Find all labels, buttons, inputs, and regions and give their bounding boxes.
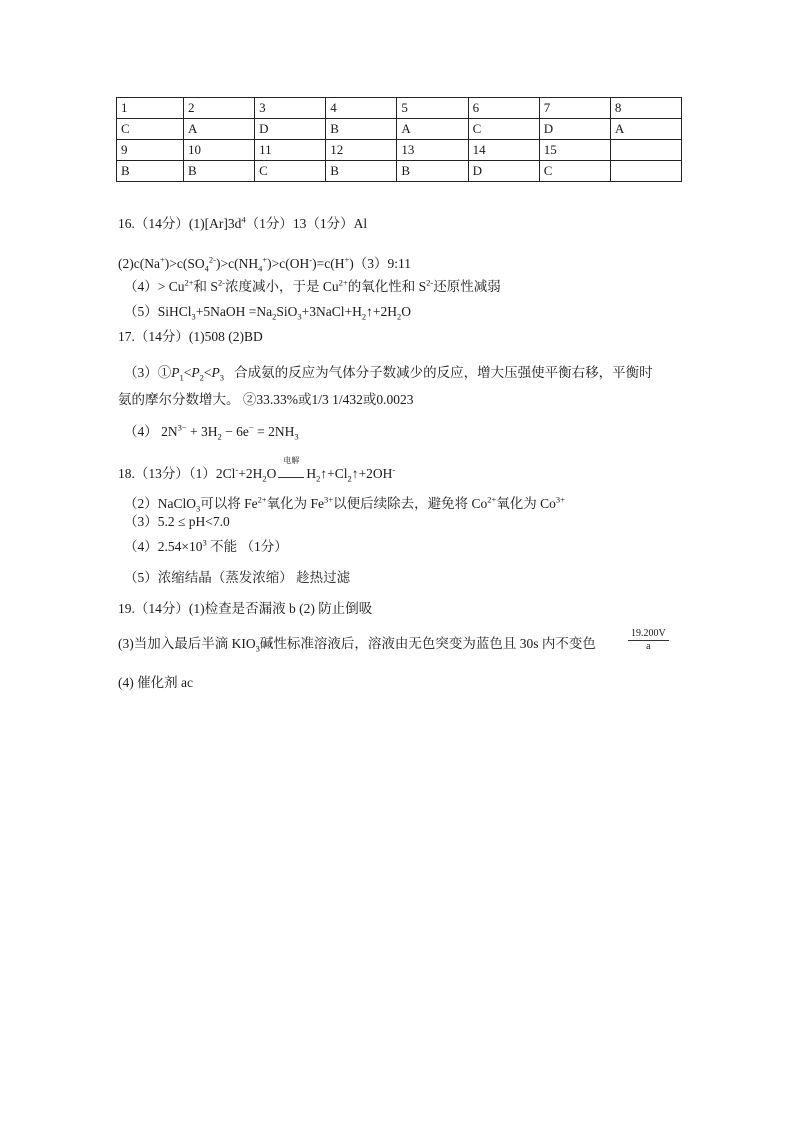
- table-cell: 14: [468, 140, 539, 161]
- q16-l4-b: +5NaOH =Na: [195, 304, 273, 319]
- q18-head-b: +2H: [238, 466, 263, 481]
- q18-sub2: 2: [316, 473, 321, 484]
- q17-line2: [124, 364, 653, 382]
- table-cell: B: [184, 161, 255, 182]
- table-cell: C: [468, 119, 539, 140]
- table-cell: A: [610, 119, 681, 140]
- q18-l2-sup2: 3+: [324, 494, 334, 505]
- q18-cond: 电解: [283, 456, 300, 465]
- q16-line2: [118, 255, 411, 273]
- q19-fraction: [628, 628, 669, 653]
- q17-l4-c: − 6e: [221, 424, 249, 439]
- q17-p2-sub: 2: [199, 372, 204, 383]
- q18-l4-sup: 3: [202, 537, 207, 548]
- table-cell: [610, 161, 681, 182]
- q19-frac-num: 19.200V: [628, 628, 669, 641]
- q18-head-d: H: [306, 466, 317, 481]
- q16-l4-f: O: [401, 304, 411, 319]
- q19-head: 19.（14分）(1)检查是否漏液 b (2) 防止倒吸: [118, 601, 373, 616]
- q17-p3-sub: 3: [219, 372, 224, 383]
- q17-l4-sup2: −: [248, 422, 254, 433]
- table-cell: 5: [397, 98, 468, 119]
- q18-l4-a: （4）2.54×10: [124, 539, 203, 554]
- q16-l4-sub1: 3: [191, 311, 196, 322]
- q16-l2-sup5: +: [344, 254, 350, 265]
- q18-l3: （3）5.2 ≤ pH<7.0: [124, 514, 230, 529]
- q16-l3-d: 的氧化性和 S: [347, 279, 427, 294]
- q18-line3: [124, 513, 230, 531]
- q16-line1: [118, 215, 367, 233]
- q18-l2-e: 氧化为 Co: [496, 496, 556, 511]
- q18-head-f: ↑+2OH: [351, 466, 393, 481]
- q19-frac-den: a: [646, 641, 651, 652]
- q17-l2-b: 合成氨的反应为气体分子数减少的反应，增大压强使平衡右移，平衡时: [234, 365, 653, 380]
- q16-head-rest: （1分）13（1分）Al: [245, 216, 368, 231]
- q16-line4: [124, 303, 411, 321]
- q18-sup2: -: [392, 464, 396, 475]
- q16-l4-sub5: 2: [396, 311, 402, 322]
- table-cell: 3: [255, 98, 326, 119]
- table-cell: 12: [326, 140, 397, 161]
- table-cell: B: [117, 161, 184, 182]
- q16-l2-sup2: 2-: [208, 254, 216, 265]
- q19-l3: (4) 催化剂 ac: [118, 675, 193, 690]
- table-cell: C: [255, 161, 326, 182]
- q18-sup1: -: [235, 464, 239, 475]
- q19-line1: [118, 600, 372, 618]
- table-cell: 7: [539, 98, 610, 119]
- q16-head: 16.（14分）(1)[Ar]3d: [118, 216, 242, 231]
- q17-l4-sub1: 2: [217, 431, 222, 442]
- q19-line3: [118, 674, 193, 692]
- table-cell: 15: [539, 140, 610, 161]
- q16-l2-sub1: 4: [204, 263, 209, 274]
- q16-l2-d: )>c(OH: [267, 256, 310, 271]
- q16-l2-sub2: 4: [258, 263, 263, 274]
- q18-sub3: 2: [347, 473, 352, 484]
- table-row: [117, 98, 682, 119]
- q18-l2-sub1: 3: [196, 503, 201, 514]
- q18-l2-sup1: 2+: [257, 494, 267, 505]
- table-cell: 13: [397, 140, 468, 161]
- q17-l4-b: + 3H: [186, 424, 218, 439]
- q17-p2: P: [191, 365, 200, 380]
- q19-l2-b: 碱性标准溶液后，溶液由无色突变为蓝色且 30s 内不变色: [259, 636, 596, 651]
- table-cell: 2: [184, 98, 255, 119]
- table-cell: 10: [184, 140, 255, 161]
- q16-l3-sup4: 2-: [426, 277, 434, 288]
- q17-lt1: <: [183, 365, 192, 380]
- q18-head-a: 18.（13分）（1）2Cl: [118, 466, 236, 481]
- table-cell: B: [326, 119, 397, 140]
- q19-l2-a: (3)当加入最后半滴 KIO: [118, 636, 256, 651]
- table-cell: A: [184, 119, 255, 140]
- q18-l2-b: 可以将 Fe: [200, 496, 258, 511]
- table-cell: 9: [117, 140, 184, 161]
- equals-line: [278, 471, 304, 478]
- table-cell: 1: [117, 98, 184, 119]
- q18-head-e: ↑+Cl: [320, 466, 348, 481]
- electrolysis-arrow: [276, 456, 306, 483]
- q18-head-c: O: [266, 466, 277, 481]
- q19-line2: [118, 635, 596, 653]
- q16-l2-e: )=c(H: [312, 256, 345, 271]
- table-cell: A: [397, 119, 468, 140]
- q16-l2-a: (2)c(Na: [118, 256, 160, 271]
- q17-l3: 氨的摩尔分数增大。 ②33.33%或1/3 1/432或0.0023: [118, 392, 414, 407]
- q16-line3: [124, 278, 501, 296]
- q17-p1: P: [171, 365, 180, 380]
- q16-l2-sup4: -: [309, 254, 313, 265]
- table-cell: 11: [255, 140, 326, 161]
- q16-l4-c: SiO: [276, 304, 298, 319]
- table-cell: 8: [610, 98, 681, 119]
- q18-l5: （5）浓缩结晶（蒸发浓缩） 趁热过滤: [124, 570, 351, 585]
- q16-l4-sub4: 2: [361, 311, 367, 322]
- q18-l4-b: 不能 （1分）: [206, 539, 288, 554]
- q18-l2-d: 以便后续除去，避免将 Co: [333, 496, 488, 511]
- table-cell: D: [539, 119, 610, 140]
- answer-table: [116, 97, 682, 182]
- q17-l2-a: （3）①: [124, 365, 172, 380]
- table-cell: [610, 140, 681, 161]
- q16-l3-sup3: 2+: [338, 277, 348, 288]
- table-cell: B: [326, 161, 397, 182]
- q19-l2-sub: 3: [255, 643, 260, 654]
- q17-line4: [124, 423, 299, 441]
- q17-head: 17.（14分）(1)508 (2)BD: [118, 329, 263, 344]
- table-cell: D: [468, 161, 539, 182]
- q17-line3: [118, 391, 414, 409]
- table-cell: 4: [326, 98, 397, 119]
- q18-line4: [124, 538, 288, 556]
- q16-l2-f: )（3）9:11: [349, 256, 411, 271]
- q17-line1: [118, 328, 263, 346]
- table-cell: B: [397, 161, 468, 182]
- q16-l2-c: )>c(NH: [215, 256, 259, 271]
- q16-l2-b: )>c(SO: [164, 256, 205, 271]
- q18-l2-a: （2）NaClO: [124, 496, 196, 511]
- q17-l4-sup1: 3−: [177, 422, 187, 433]
- table-row: [117, 119, 682, 140]
- q16-l4-sub2: 2: [272, 311, 277, 322]
- q16-l4-sub3: 3: [297, 311, 302, 322]
- q16-l4-d: +3NaCl+H: [301, 304, 362, 319]
- q16-l4-a: （5）SiHCl: [124, 304, 192, 319]
- table-cell: D: [255, 119, 326, 140]
- q16-l3-sup2: 2-: [217, 277, 226, 288]
- q16-l2-sup1: +: [159, 254, 165, 265]
- q17-l4-d: = 2NH: [253, 424, 295, 439]
- q17-lt2: <: [203, 365, 212, 380]
- q18-l2-c: 氧化为 Fe: [266, 496, 325, 511]
- q18-line2: [124, 495, 565, 513]
- q16-l3-sup1: 2+: [184, 277, 194, 288]
- q18-l2-sup4: 3+: [555, 494, 565, 505]
- q18-sub1: 2: [262, 473, 267, 484]
- table-cell: C: [539, 161, 610, 182]
- q17-p1-sub: 1: [179, 372, 184, 383]
- q18-line1: [118, 456, 396, 484]
- q16-l3-c: 浓度减小，于是 Cu: [225, 279, 339, 294]
- q17-l4-a: （4） 2N: [124, 424, 178, 439]
- table-cell: C: [117, 119, 184, 140]
- table-row: [117, 140, 682, 161]
- q17-p3: P: [211, 365, 220, 380]
- q18-l2-sup3: 2+: [487, 494, 497, 505]
- q16-l2-sup3: +: [262, 254, 268, 265]
- q16-l3-e: 还原性减弱: [433, 279, 501, 294]
- table-row: [117, 161, 682, 182]
- q17-l4-sub2: 3: [294, 431, 299, 442]
- q16-l4-e: ↑+2H: [366, 304, 397, 319]
- q18-line5: [124, 569, 350, 587]
- table-cell: 6: [468, 98, 539, 119]
- q16-l3-a: （4）> Cu: [124, 279, 185, 294]
- q16-sup: 4: [241, 214, 246, 225]
- q16-l3-b: 和 S: [193, 279, 218, 294]
